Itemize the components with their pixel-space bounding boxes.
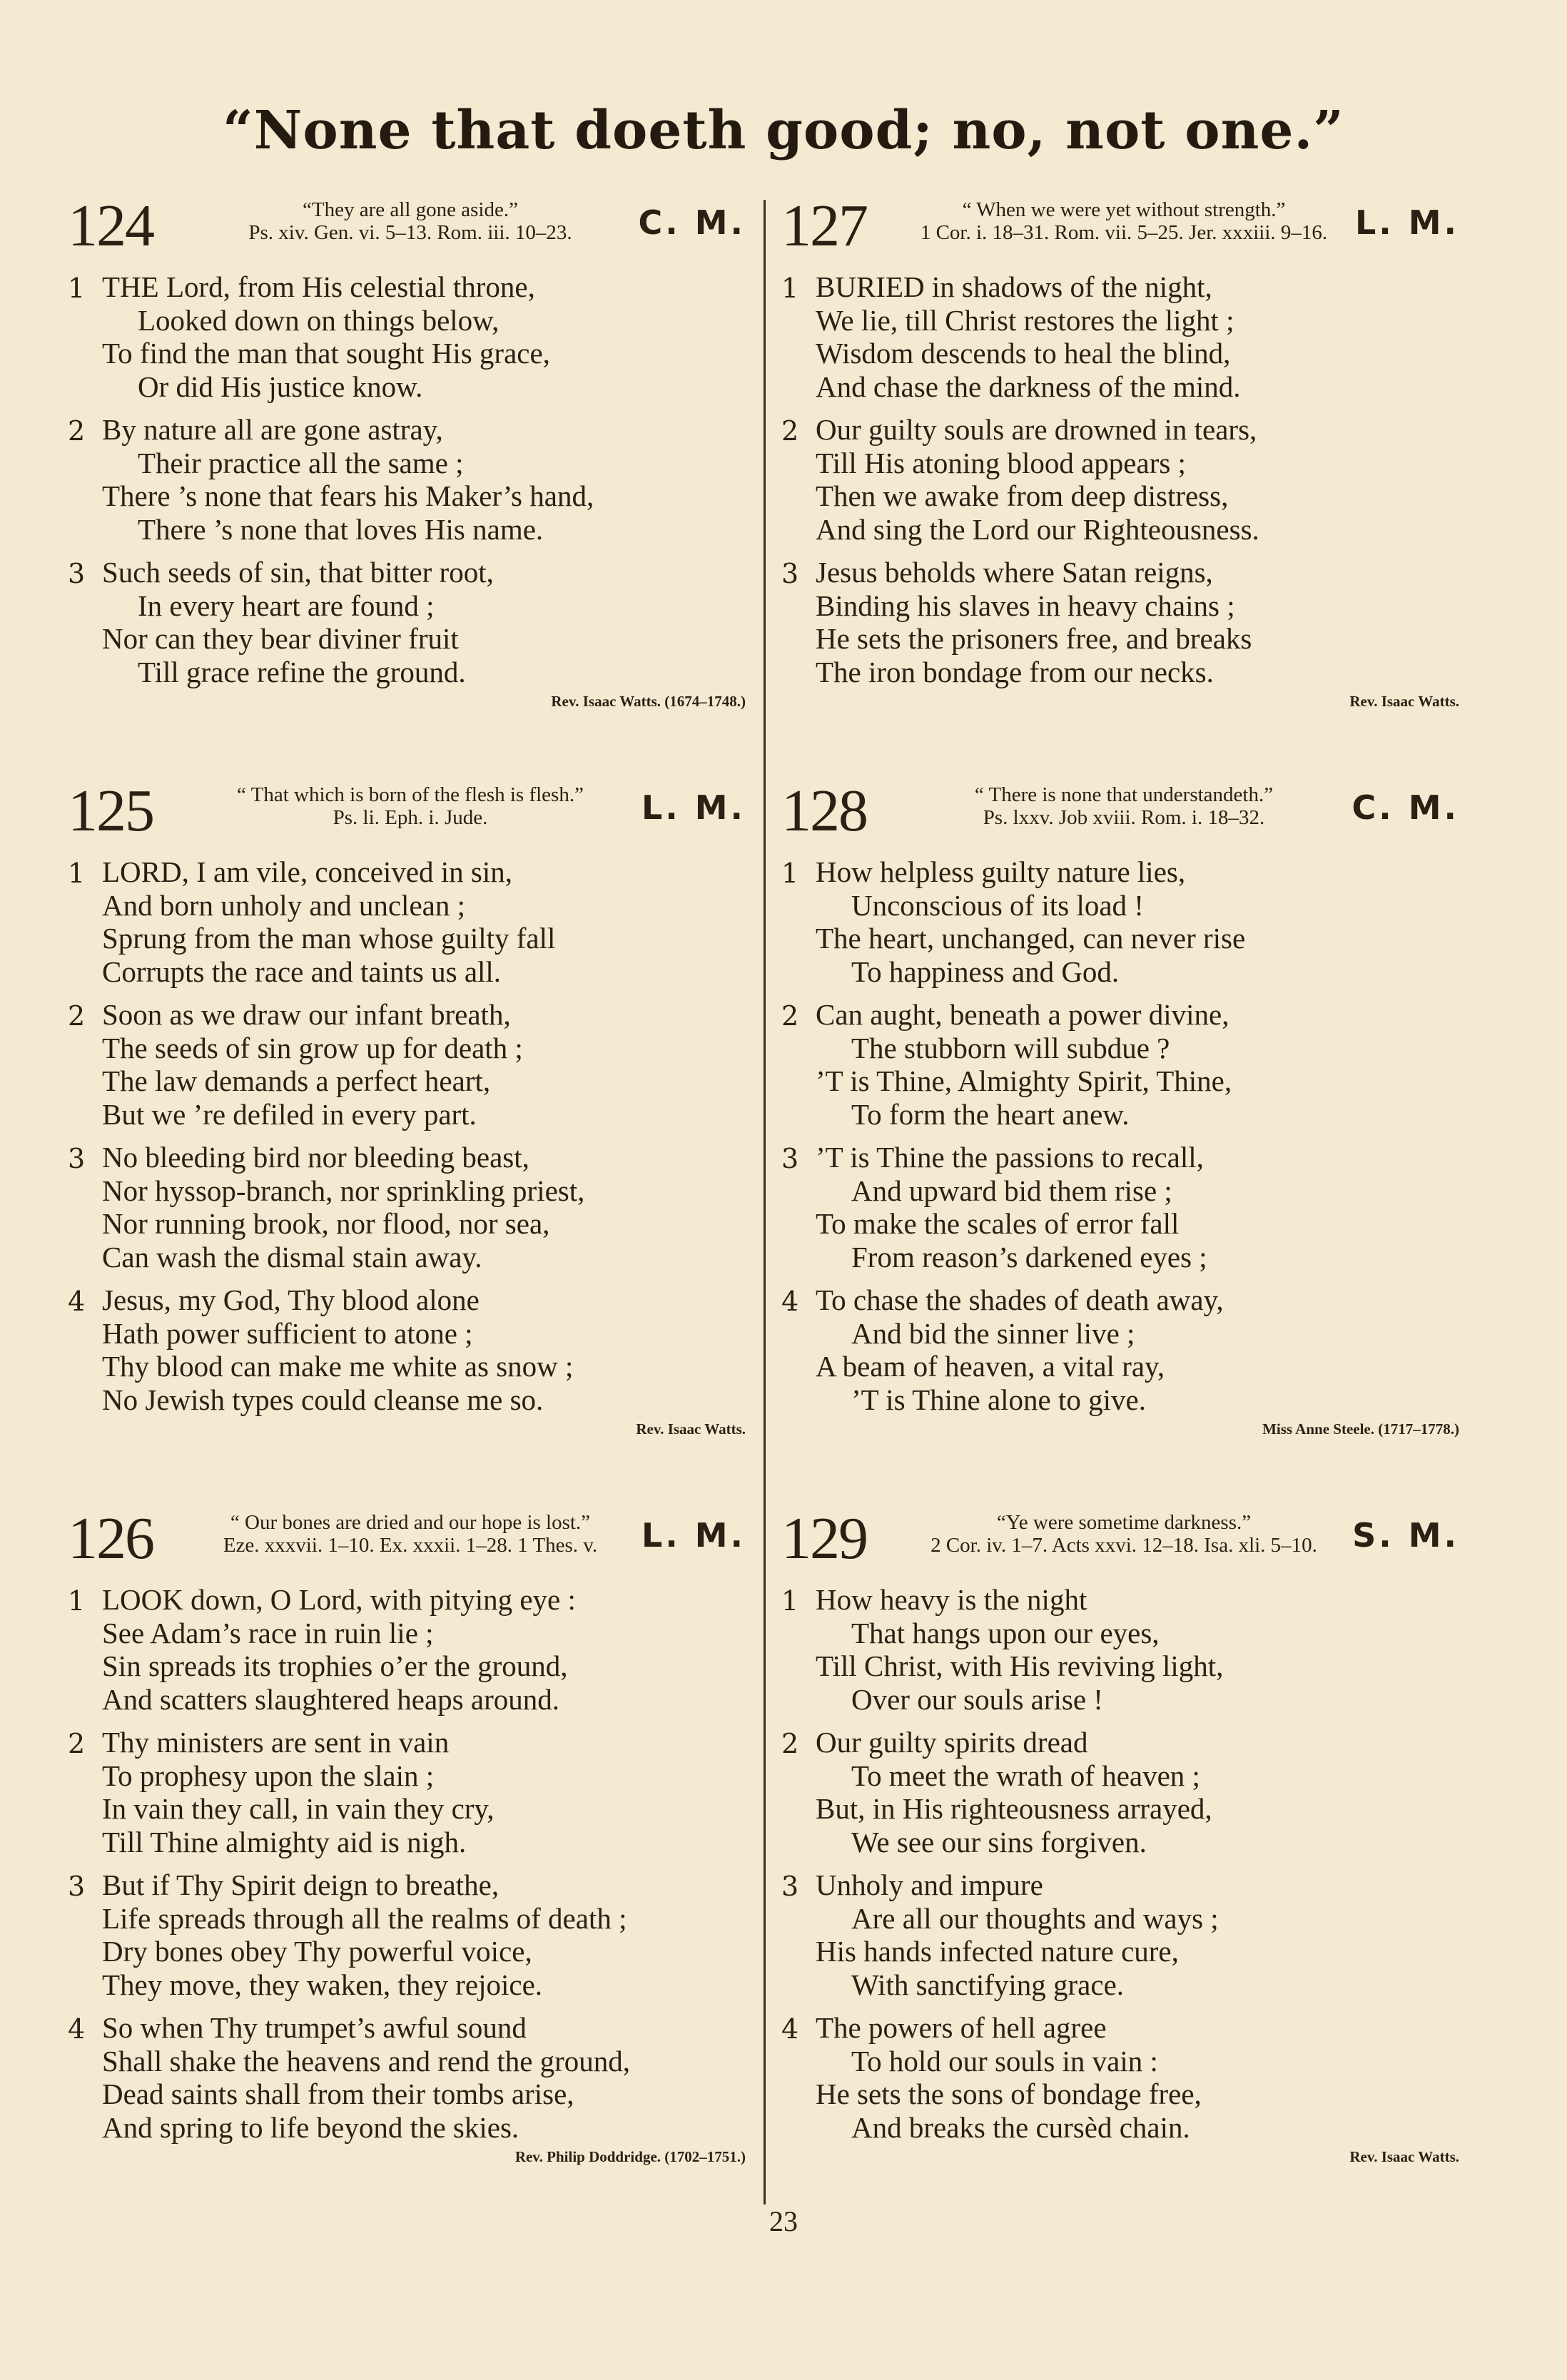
verse-line: Then we awake from deep distress,: [816, 479, 1229, 512]
verse-line: Nor running brook, nor flood, nor sea,: [102, 1207, 550, 1240]
verse-line: And chase the darkness of the mind.: [816, 370, 1241, 403]
verse-line: Till Thine almighty aid is nigh.: [102, 1825, 467, 1858]
stanza: [68, 413, 753, 546]
hymn-references: 2 Cor. iv. 1–7. Acts xxvi. 12–18. Isa. xli. 5–10.: [930, 1534, 1317, 1557]
verse-line: Their practice all the same ;: [138, 446, 464, 479]
verse-line: But, in His righteousness arrayed,: [816, 1792, 1212, 1825]
hymn-epigraph: “ There is none that understandeth.”: [974, 783, 1274, 806]
stanza-number: 2: [68, 1000, 86, 1032]
verse-line: To prophesy upon the slain ;: [102, 1759, 435, 1792]
stanza: [68, 998, 753, 1131]
verse-line: Unholy and impure: [816, 1868, 1043, 1901]
stanza-number: 2: [68, 415, 86, 447]
stanza: [781, 1583, 1466, 1716]
hymn-references: Ps. li. Eph. i. Jude.: [333, 806, 488, 829]
stanza: [68, 270, 753, 403]
verse-line: How heavy is the night: [816, 1583, 1087, 1616]
stanza: [68, 1141, 753, 1273]
verse-line: ’T is Thine the passions to recall,: [816, 1141, 1204, 1174]
verse-line: Thy ministers are sent in vain: [102, 1726, 450, 1759]
verse-line: To make the scales of error fall: [816, 1207, 1180, 1240]
verse-line: Such seeds of sin, that bitter root,: [102, 556, 494, 589]
verse-line: Our guilty souls are drowned in tears,: [816, 413, 1257, 446]
verse-line: So when Thy trumpet’s awful sound: [102, 2011, 527, 2044]
verse-line: Can aught, beneath a power divine,: [816, 998, 1229, 1031]
hymn-header: [781, 778, 1466, 845]
verse-line: Jesus, my God, Thy blood alone: [102, 1283, 480, 1316]
hymn-author: Rev. Isaac Watts.: [1349, 2148, 1459, 2165]
stanza-number: 1: [68, 858, 86, 889]
stanza-number: 3: [68, 558, 86, 589]
hymn-epigraph: “ That which is born of the flesh is flesh.”: [237, 783, 584, 806]
verse-line: Binding his slaves in heavy chains ;: [816, 589, 1235, 622]
verse-line: And sing the Lord our Righteousness.: [816, 512, 1259, 546]
verse-line: That hangs upon our eyes,: [851, 1616, 1160, 1649]
stanza-number: 4: [781, 2013, 799, 2045]
verse-line: Hath power sufficient to atone ;: [102, 1316, 473, 1350]
hymn-number: 127: [781, 193, 867, 259]
verse-line: Life spreads through all the realms of death ;: [102, 1901, 627, 1935]
hymn-author: Rev. Philip Doddridge. (1702–1751.): [514, 2148, 746, 2165]
verse-line: To form the heart anew.: [851, 1097, 1130, 1131]
hymn-header: [68, 193, 753, 260]
verse-line: Nor hyssop-branch, nor sprinkling priest,: [102, 1174, 585, 1207]
verse-line: But we ’re defiled in every part.: [102, 1097, 477, 1131]
hymn-epigraph: “They are all gone aside.”: [303, 198, 518, 221]
hymn: [781, 193, 1466, 711]
stanza-number: 4: [68, 1286, 86, 1317]
stanza-number: 2: [781, 415, 799, 447]
hymn: [781, 1505, 1466, 2166]
verse-line: The heart, unchanged, can never rise: [816, 922, 1246, 955]
verse-line: Soon as we draw our infant breath,: [102, 998, 511, 1031]
stanza: [781, 1283, 1466, 1416]
hymn-header: [68, 1505, 753, 1573]
stanza-number: 2: [68, 1728, 86, 1759]
stanza: [781, 998, 1466, 1131]
hymn-references: Eze. xxxvii. 1–10. Ex. xxxii. 1–28. 1 Thes. v.: [223, 1534, 598, 1557]
hymn-meter: L. M.: [641, 788, 746, 827]
verse-line: ’T is Thine, Almighty Spirit, Thine,: [816, 1064, 1232, 1097]
stanza-number: 1: [781, 858, 799, 889]
stanza-number: 1: [781, 273, 799, 304]
verse-line: And scatters slaughtered heaps around.: [102, 1682, 559, 1716]
stanza-number: 4: [781, 1286, 799, 1317]
column-divider: [764, 200, 766, 2204]
verse-line: There ’s none that fears his Maker’s hand,: [102, 479, 594, 512]
stanza: [781, 270, 1466, 403]
hymn-number: 129: [781, 1505, 867, 1572]
verse-line: To chase the shades of death away,: [816, 1283, 1224, 1316]
verse-line: The iron bondage from our necks.: [816, 655, 1214, 688]
stanza-number: 4: [68, 2013, 86, 2045]
verse-line: But if Thy Spirit deign to breathe,: [102, 1868, 499, 1901]
stanza: [68, 2011, 753, 2144]
verse-line: The stubborn will subdue ?: [851, 1031, 1170, 1064]
stanza-number: 2: [781, 1000, 799, 1032]
page-number: 23: [769, 2205, 798, 2237]
stanza-number: 3: [68, 1143, 86, 1174]
hymn-header: [781, 193, 1466, 260]
verse-line: And bid the sinner live ;: [851, 1316, 1135, 1350]
verse-line: There ’s none that loves His name.: [138, 512, 544, 546]
verse-line: LORD, I am vile, conceived in sin,: [102, 855, 513, 888]
stanza: [68, 1726, 753, 1858]
verse-line: And born unholy and unclean ;: [102, 888, 465, 922]
verse-line: Or did His justice know.: [138, 370, 423, 403]
verse-line: See Adam’s race in ruin lie ;: [102, 1616, 434, 1649]
hymn-author: Rev. Isaac Watts.: [636, 1420, 746, 1438]
verse-line: Till grace refine the ground.: [138, 655, 466, 688]
hymn-epigraph: “ Our bones are dried and our hope is lost.”: [230, 1511, 591, 1534]
verse-line: Our guilty spirits dread: [816, 1726, 1088, 1759]
hymn-number: 125: [68, 778, 153, 844]
verse-line: How helpless guilty nature lies,: [816, 855, 1186, 888]
verse-line: BURIED in shadows of the night,: [816, 270, 1212, 303]
verse-line: No Jewish types could cleanse me so.: [102, 1383, 544, 1416]
verse-line: And spring to life beyond the skies.: [102, 2110, 519, 2144]
verse-line: And breaks the cursèd chain.: [851, 2110, 1190, 2144]
hymn-number: 124: [68, 193, 153, 259]
verse-line: To hold our souls in vain :: [851, 2044, 1158, 2078]
stanza: [781, 413, 1466, 546]
verse-line: Corrupts the race and taints us all.: [102, 955, 502, 988]
stanza: [781, 1868, 1466, 2001]
verse-line: Unconscious of its load !: [851, 888, 1144, 922]
hymn-references: Ps. xiv. Gen. vi. 5–13. Rom. iii. 10–23.: [248, 221, 572, 244]
verse-line: With sanctifying grace.: [851, 1968, 1125, 2001]
stanza: [781, 1141, 1466, 1273]
verse-line: Can wash the dismal stain away.: [102, 1240, 482, 1273]
verse-line: From reason’s darkened eyes ;: [851, 1240, 1207, 1273]
stanza-number: 3: [781, 1143, 799, 1174]
stanza: [68, 1868, 753, 2001]
verse-line: Shall shake the heavens and rend the ground,: [102, 2044, 631, 2078]
hymn-epigraph: “Ye were sometime darkness.”: [996, 1511, 1252, 1534]
verse-line: Nor can they bear diviner fruit: [102, 622, 459, 655]
verse-line: Thy blood can make me white as snow ;: [102, 1350, 574, 1383]
stanza-number: 1: [68, 1585, 86, 1617]
verse-line: We lie, till Christ restores the light ;: [816, 303, 1234, 337]
hymn: [781, 778, 1466, 1438]
verse-line: In every heart are found ;: [138, 589, 435, 622]
hymn-meter: C. M.: [1352, 788, 1459, 827]
verse-line: Sprung from the man whose guilty fall: [102, 922, 556, 955]
hymn-author: Miss Anne Steele. (1717–1778.): [1262, 1420, 1459, 1438]
verse-line: He sets the sons of bondage free,: [816, 2078, 1202, 2110]
stanza-number: 3: [68, 1871, 86, 1902]
stanza-number: 1: [781, 1585, 799, 1617]
verse-line: We see our sins forgiven.: [851, 1825, 1147, 1858]
page-title: “None that doeth good; no, not one.”: [223, 100, 1344, 161]
hymn-meter: S. M.: [1352, 1516, 1459, 1555]
hymn-header: [781, 1505, 1466, 1573]
verse-line: To find the man that sought His grace,: [102, 337, 550, 370]
verse-line: A beam of heaven, a vital ray,: [816, 1350, 1165, 1383]
hymn-author: Rev. Isaac Watts. (1674–1748.): [551, 693, 746, 710]
hymn-author: Rev. Isaac Watts.: [1349, 693, 1459, 710]
verse-line: His hands infected nature cure,: [816, 1935, 1179, 1968]
hymn-number: 126: [68, 1505, 153, 1572]
hymn-references: Ps. lxxv. Job xviii. Rom. i. 18–32.: [983, 806, 1265, 829]
verse-line: He sets the prisoners free, and breaks: [816, 622, 1252, 655]
hymn-number: 128: [781, 778, 867, 844]
stanza: [68, 1583, 753, 1716]
verse-line: Are all our thoughts and ways ;: [851, 1901, 1219, 1935]
stanza-number: 1: [68, 273, 86, 304]
verse-line: The seeds of sin grow up for death ;: [102, 1031, 523, 1064]
stanza-number: 2: [781, 1728, 799, 1759]
stanza: [781, 855, 1466, 988]
stanza: [68, 556, 753, 688]
stanza-number: 3: [781, 558, 799, 589]
stanza: [68, 1283, 753, 1416]
verse-line: Dead saints shall from their tombs arise,: [102, 2078, 574, 2110]
stanza: [68, 855, 753, 988]
verse-line: Till Christ, with His reviving light,: [816, 1649, 1224, 1682]
verse-line: By nature all are gone astray,: [102, 413, 443, 446]
hymn-meter: L. M.: [641, 1516, 746, 1555]
verse-line: The law demands a perfect heart,: [102, 1064, 491, 1097]
verse-line: ’T is Thine alone to give.: [851, 1383, 1146, 1416]
stanza-number: 3: [781, 1871, 799, 1902]
verse-line: To happiness and God.: [851, 955, 1120, 988]
hymn-references: 1 Cor. i. 18–31. Rom. vii. 5–25. Jer. xxxiii. 9–16.: [920, 221, 1328, 244]
verse-line: Sin spreads its trophies o’er the ground,: [102, 1649, 568, 1682]
verse-line: Over our souls arise !: [851, 1682, 1103, 1716]
stanza: [781, 2011, 1466, 2144]
verse-line: Dry bones obey Thy powerful voice,: [102, 1935, 532, 1968]
verse-line: Jesus beholds where Satan reigns,: [816, 556, 1213, 589]
verse-line: THE Lord, from His celestial throne,: [102, 270, 535, 303]
hymn-meter: C. M.: [638, 203, 746, 242]
verse-line: And upward bid them rise ;: [851, 1174, 1172, 1207]
hymn-epigraph: “ When we were yet without strength.”: [962, 198, 1286, 221]
verse-line: They move, they waken, they rejoice.: [102, 1968, 543, 2001]
hymn: [68, 1505, 753, 2166]
stanza: [781, 556, 1466, 688]
verse-line: LOOK down, O Lord, with pitying eye :: [102, 1583, 576, 1616]
hymn: [68, 193, 753, 711]
hymn-meter: L. M.: [1354, 203, 1459, 242]
verse-line: Looked down on things below,: [138, 303, 499, 337]
hymn-header: [68, 778, 753, 845]
verse-line: The powers of hell agree: [816, 2011, 1107, 2044]
verse-line: Till His atoning blood appears ;: [816, 446, 1186, 479]
hymn: [68, 778, 753, 1438]
verse-line: To meet the wrath of heaven ;: [851, 1759, 1200, 1792]
verse-line: In vain they call, in vain they cry,: [102, 1792, 495, 1825]
verse-line: Wisdom descends to heal the blind,: [816, 337, 1231, 370]
stanza: [781, 1726, 1466, 1858]
verse-line: No bleeding bird nor bleeding beast,: [102, 1141, 529, 1174]
